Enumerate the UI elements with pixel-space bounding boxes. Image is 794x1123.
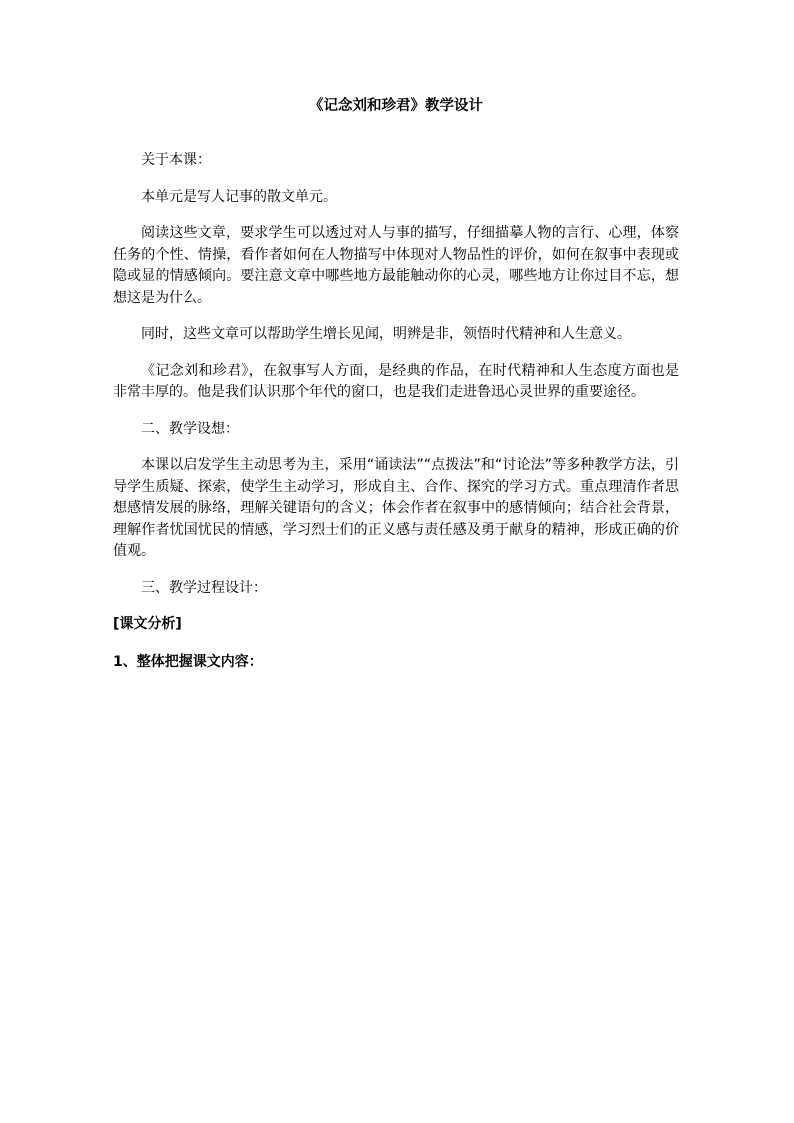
heading-text-analysis: [课文分析] <box>113 616 182 632</box>
paragraph-teaching-idea-heading: 二、教学设想： <box>141 420 239 437</box>
paragraph-classic-work: 《记念刘和珍君》，在叙事写人方面，是经典的作品，在时代精神和人生态度方面也是非常丰厚的。他是我们认识那个年代的窗口，也是我们走进鲁迅心灵世界的重要途径。 <box>113 362 679 400</box>
document-page <box>113 96 679 689</box>
paragraph-broaden-horizons: 同时，这些文章可以帮助学生增长见闻，明辨是非，领悟时代精神和人生意义。 <box>141 326 631 342</box>
paragraph-reading-requirements: 阅读这些文章，要求学生可以透过对人与事的描写，仔细描摹人物的言行、心理，体察任务的个性、情操，看作者如何在人物描写中体现对人物品性的评价，如何在叙事中表现或隐或显的情感倾向。要注意文章中哪些地方最能触动你的心灵，哪些地方让你过目不忘，想想这是为什么。 <box>113 225 679 306</box>
paragraph-process-design-heading: 三、教学过程设计： <box>141 579 267 596</box>
paragraph-unit-intro: 本单元是写人记事的散文单元。 <box>141 188 337 205</box>
document-title: 《记念刘和珍君》教学设计 <box>309 98 483 114</box>
heading-overall-content: 1、整体把握课文内容： <box>113 653 263 670</box>
paragraph-about-lesson: 关于本课： <box>141 152 211 168</box>
paragraph-teaching-methods: 本课以启发学生主动思考为主，采用“诵读法”“点拨法”和“讨论法”等多种教学方法，引导学生质疑、探索，使学生主动学习，形成自主、合作、探究的学习方式。重点理清作者思想感情发展的脉络，理解关键语句的含义；体会作者在叙事中的感情倾向；结合社会背景，理解作者忧国忧民的情感，学习烈士们的正义感与责任感及勇于献身的精神，形成正确的价值观。 <box>113 457 679 559</box>
